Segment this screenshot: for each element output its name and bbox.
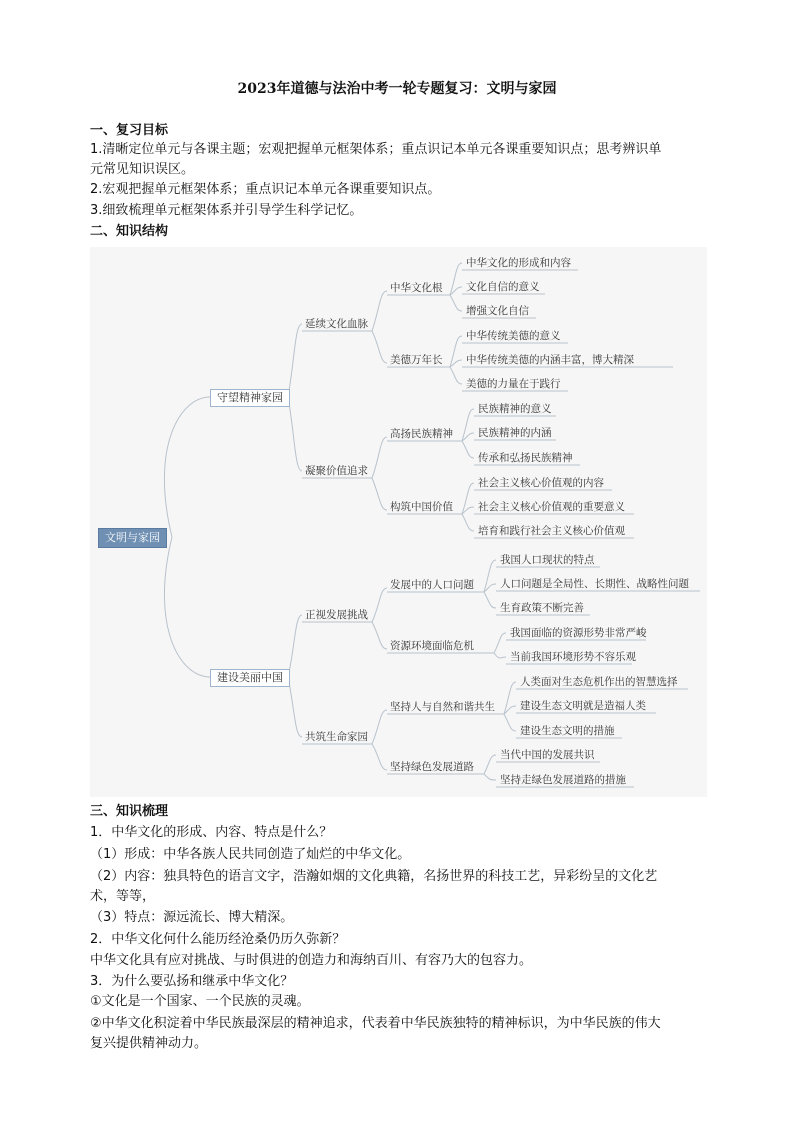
node-l3: 构筑中国价值	[390, 501, 453, 513]
node-l2: 共筑生命家园	[305, 731, 368, 743]
connector	[288, 397, 302, 471]
node-l3: 中华文化根	[390, 282, 443, 294]
node-l3: 发展中的人口问题	[390, 579, 474, 591]
leaf: 人口问题是全局性、长期性、战略性问题	[500, 578, 689, 590]
leaf: 建设生态文明的措施	[520, 725, 615, 737]
document-title: 2023年道德与法治中考一轮专题复习：文明与家园	[237, 81, 557, 97]
review-line: （3）特点：源远流长、博大精深。	[90, 910, 294, 925]
review-line: （2）内容：独具特色的语言文字，浩瀚如烟的文化典籍，名扬世界的科技工艺，异彩纷呈的文化艺	[90, 869, 658, 884]
node-l2: 正视发展挑战	[305, 609, 368, 621]
connector	[164, 537, 210, 677]
leaf: 增强文化自信	[466, 305, 529, 317]
leaf: 培育和践行社会主义核心价值观	[478, 525, 625, 537]
node-l3: 美德万年长	[390, 354, 443, 366]
leaf: 中华文化的形成和内容	[466, 257, 571, 269]
node-l3: 高扬民族精神	[390, 428, 453, 440]
leaf: 我国人口现状的特点	[500, 554, 595, 566]
leaf: 社会主义核心价值观的内容	[478, 477, 604, 489]
node-l2: 凝聚价值追求	[305, 465, 368, 477]
leaf: 民族精神的意义	[478, 403, 552, 415]
review-line: 2．中华文化何什么能历经沧桑仍历久弥新？	[90, 932, 346, 947]
review-line: 3．为什么要弘扬和继承中华文化？	[90, 974, 294, 989]
leaf: 美德的力量在于践行	[466, 378, 561, 390]
review-line: （1）形成：中华各族人民共同创造了灿烂的中华文化。	[90, 847, 411, 862]
goal-line: 元常见知识误区。	[90, 162, 195, 177]
node-l2: 延续文化血脉	[305, 318, 368, 330]
leaf: 建设生态文明就是造福人类	[520, 700, 646, 712]
connector	[288, 324, 302, 397]
section-heading-structure: 二、知识结构	[90, 224, 169, 239]
leaf: 生育政策不断完善	[500, 602, 584, 614]
leaf: 民族精神的内涵	[478, 427, 552, 439]
section-heading-review: 三、知识梳理	[90, 804, 169, 819]
knowledge-mind-map	[90, 247, 707, 797]
review-line: 1．中华文化的形成、内容、特点是什么？	[90, 825, 333, 840]
review-line: ②中华文化积淀着中华民族最深层的精神追求，代表着中华民族独特的精神标识，为中华民族的伟大	[90, 1016, 661, 1031]
leaf: 人类面对生态危机作出的智慧选择	[520, 676, 678, 688]
review-line: ①文化是一个国家、一个民族的灵魂。	[90, 994, 310, 1009]
leaf: 中华传统美德的内涵丰富，博大精深	[466, 354, 634, 366]
leaf: 当前我国环境形势不容乐观	[510, 651, 636, 663]
branch-shouwang: 守望精神家园	[210, 389, 290, 407]
connector	[288, 677, 302, 737]
leaf: 社会主义核心价值观的重要意义	[478, 501, 625, 513]
mind-map-connectors	[90, 247, 707, 797]
review-line: 术，等等，	[90, 889, 156, 904]
leaf: 当代中国的发展共识	[500, 749, 595, 761]
leaf: 传承和弘扬民族精神	[478, 452, 573, 464]
leaf: 我国面临的资源形势非常严峻	[510, 627, 647, 639]
node-l3: 坚持人与自然和谐共生	[390, 701, 495, 713]
review-line: 复兴提供精神动力。	[90, 1036, 208, 1051]
branch-jianshe: 建设美丽中国	[210, 669, 290, 687]
node-l3: 坚持绿色发展道路	[390, 761, 474, 773]
leaf: 文化自信的意义	[466, 281, 540, 293]
leaf: 坚持走绿色发展道路的措施	[500, 774, 626, 786]
connector	[164, 397, 210, 537]
section-heading-goals: 一、复习目标	[90, 123, 169, 138]
mind-map-root: 文明与家园	[98, 528, 167, 548]
leaf: 中华传统美德的意义	[466, 330, 561, 342]
connector	[288, 615, 302, 677]
goal-line: 2.宏观把握单元框架体系；重点识记本单元各课重要知识点。	[90, 182, 441, 197]
goal-line: 1.清晰定位单元与各课主题；宏观把握单元框架体系；重点识记本单元各课重要知识点；思考辨识单	[90, 142, 662, 157]
node-l3: 资源环境面临危机	[390, 640, 474, 652]
goal-line: 3.细致梳理单元框架体系并引导学生科学记忆。	[90, 203, 363, 218]
review-line: 中华文化具有应对挑战、与时俱进的创造力和海纳百川、有容乃大的包容力。	[90, 953, 533, 968]
